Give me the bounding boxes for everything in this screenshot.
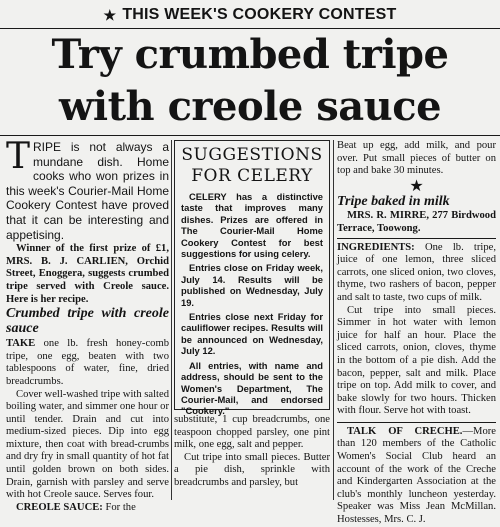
right-rule-2 xyxy=(337,422,496,423)
middle-text-2: Cut tripe into small pieces. Butter a pie dish, sprinkle with breadcrumbs and parsley, but xyxy=(174,451,330,488)
column-divider-right xyxy=(333,140,334,500)
recipe-subhead: Crumbed tripe with creole sauce xyxy=(6,306,169,337)
kicker-text: THIS WEEK'S COOKERY CONTEST xyxy=(122,6,397,23)
box-body xyxy=(181,191,323,417)
right-rule xyxy=(337,238,496,239)
kicker-rule xyxy=(0,28,500,29)
headline-rule xyxy=(0,135,500,136)
winner-paragraph: Winner of the first prize of £1, MRS. B. J. CARLIEN, Orchid Street, Enoggera, suggests crumbed tripe served with Creole sauce. Here is her recipe. xyxy=(6,243,169,305)
ingredients-lead: INGREDIENTS: xyxy=(337,241,415,253)
ingredients-text: One lb. tripe, juice of one lemon, three sliced carrots, one sliced onion, two cloves, thyme, two rashers of bacon, pepper and salt to taste, two cups of milk. xyxy=(337,241,496,303)
creche-paragraph xyxy=(337,426,496,527)
suggestions-box xyxy=(174,140,330,417)
creche-lead: TALK OF CRECHE. xyxy=(347,425,463,437)
recipe-method: Cover well-washed tripe with salted boiling water, and simmer one hour or until tender. Drain and cut into medium-sized pieces. Dip into egg mixture, then coat with bread-crumbs and dry fry in small quantity of hot fat until golden brown on both sides. Drain, garnish with parsley and serve with hot Creole sauce. Serves four. xyxy=(6,388,169,501)
recipe-ingredients xyxy=(6,338,169,388)
middle-column-continued xyxy=(174,414,330,500)
box-title-line-2: FOR CELERY xyxy=(191,166,313,186)
sauce-lead: CREOLE SAUCE: xyxy=(16,501,103,513)
box-para-3: Entries close next Friday for cauliflower recipes. Results will be announced on Wednesday, July 12. xyxy=(181,311,323,357)
headline-line-1: Try crumbed tripe xyxy=(51,31,449,78)
left-column xyxy=(6,136,169,513)
box-para-1: CELERY has a distinctive taste that improves many dishes. Prizes are offered in The Courier-Mail Home Cookery Contest for best suggestions for using celery. xyxy=(181,191,323,260)
section-kicker xyxy=(30,2,470,28)
intro-text: RIPE is not always a mundane dish. Home cooks who won prizes in this week's Courier-Mail Home Cookery Contest have proved that it can be interesting and appetising. xyxy=(6,140,169,242)
intro-paragraph xyxy=(6,136,169,242)
sauce-paragraph xyxy=(6,502,169,515)
creche-text: —More than 120 members of the Catholic Women's Social Club heard an account of the work of the Creche and Kindergarten Association at the club's monthly luncheon yesterday. Speaker was Miss Jean McMillan. Hostesses, Mrs. C. J. xyxy=(337,425,496,526)
column-divider-left xyxy=(171,140,172,500)
right-method: Cut tripe into small pieces. Simmer in hot water with lemon juice for half an hour. Place the sliced carrots, onion, cloves, thyme in the bottom of a pie dish. Add the bacon, pepper, salt and milk. Place tripe on top. Add milk to cover, and bake slowly for two hours. Thicken with flour. Serve hot with toast. xyxy=(337,304,496,417)
recipe-lead: TAKE xyxy=(6,338,36,350)
star-icon: ★ xyxy=(409,177,424,195)
drop-cap: T xyxy=(6,136,31,177)
sauce-text: For the xyxy=(105,501,136,513)
box-title-line-1: SUGGESTIONS xyxy=(181,145,323,165)
right-top-text: Beat up egg, add milk, and pour over. Put small pieces of butter on top and bake 30 minutes. xyxy=(337,140,496,177)
right-ingredients xyxy=(337,242,496,305)
star-icon: ★ xyxy=(103,6,117,23)
middle-text-1: substitute, 1 cup breadcrumbs, one teaspoon chopped parsley, one pint milk, one egg, salt and pepper. xyxy=(174,414,330,451)
right-author: MRS. R. MIRRE, 277 Birdwood Terrace, Toowong. xyxy=(337,210,496,234)
box-para-4: All entries, with name and address, should be sent to the Women's Department, The Courier-Mail, and endorsed "Cookery." xyxy=(181,359,323,417)
right-subhead: Tripe baked in milk xyxy=(337,194,450,210)
headline-line-2: with creole sauce xyxy=(58,83,442,130)
recipe-ingredients-text: one lb. fresh honey-comb tripe, one egg, beaten with two tablespoons of water, fine, dried breadcrumbs. xyxy=(6,338,169,387)
right-column xyxy=(337,140,496,526)
box-title xyxy=(181,145,323,187)
box-para-2: Entries close on Friday week, July 14. Results will be published on Wednesday, July 19. xyxy=(181,262,323,308)
